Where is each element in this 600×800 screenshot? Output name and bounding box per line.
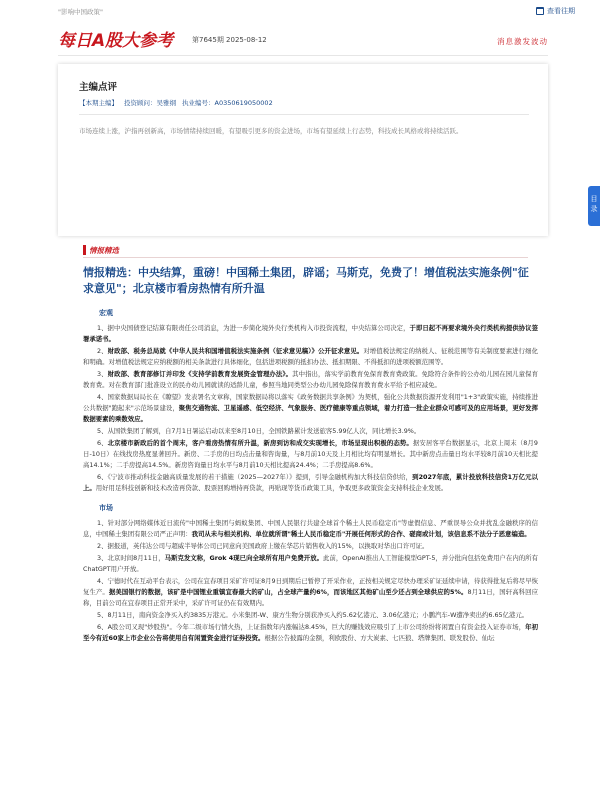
issue-info: 第7645期 2025-08-12 <box>192 36 267 44</box>
logo: 每日A股大参考 <box>58 31 174 51</box>
list-item: 1、针对部分网络媒体近日流传"中国稀土集团与蚂蚁集团、中国人民银行共建全球首个稀土人民币稳定币"等虚假信息、严重误导公众并扰乱金融秩序的信息，中国稀土集团有限公司严正声明：我司从未与相关机构、单位就所谓"稀土人民币稳定币"开展任何形式的合作、磋商或计划，该信息系不法分子恶意编造。 <box>83 519 538 538</box>
macro-list <box>83 323 538 494</box>
list-item: 3、财政部、教育部修订并印发《支持学前教育发展资金管理办法》。其中指出，落实学前教育免保育教育费政策。免除符合条件的公办幼儿园在园儿童保育教育费。对在教育部门批准设立的民办幼儿园就读的适龄儿童，参照当地同类型公办幼儿园免除保育教育费水平给予相应减免。 <box>83 370 538 389</box>
category-macro: 宏观 <box>99 309 113 317</box>
history-label: 查看往期 <box>547 7 575 15</box>
list-item: 6、A股公司又现"炒股热"。今年二级市场行情火热，上证指数年内涨幅达8.45%，巨大的赚钱效应吸引了上市公司纷纷将闲置自有资金投入证券市场，年初至今有近60家上市企业公告将使用自有闲置资金进行证券投资。根据公告披露的金额，利欧股份、方大炭素、七匹狼、塔牌集团、联发股份、仙坛 <box>83 623 538 642</box>
list-item: 3、北京时间8月11日，马斯克发文称，Grok 4现已向全球所有用户免费开放。此前，OpenAI推出人工智能模型GPT-5，并分批向包括免费用户在内的所有ChatGPT用户开放。 <box>83 554 538 573</box>
byline-cert-no: A0350619050002 <box>214 99 273 107</box>
byline-cert-label: 执业编号： <box>182 99 215 107</box>
market-list <box>83 518 538 644</box>
list-item: 4、宁德时代在互动平台表示，公司在宜春项目采矿许可证8月9日到期后已暂停了开采作业，正按相关规定尽快办理采矿证延续申请，待获得批复后将尽早恢复生产。据美国银行的数据，该矿是中国锂业重镇宜春最大的矿山，占全球产量约6%，而该地区其他矿山至少还占到全球供应的5%。8月11日，国轩高科回应称，目前公司在宜春项目正常开采中，采矿许可证仍在有效期内。 <box>83 577 539 607</box>
list-item: 6、北京楼市新政后的首个周末，客户看房热情有所升温，新房到访和成交实现增长，市场呈现出积极的态势。据安居客平台数据显示，北京上周末（8月9日-10日）在线找房热度显著回升。新房、二手房的日均点击量和咨询量，与8月前10天及上月相比均有明显增长。其中新房点击量日均水平较8月前10天相比提高14.1%；二手房提高14.5%。新房咨询量日均水平与8月前10天相比提高24.4%；二手房提高8.6%。 <box>83 439 538 469</box>
list-item: 2、据报道，英伟达公司与超威半导体公司已同意向美国政府上缴在华芯片销售收入的15%，以换取对华出口许可证。 <box>97 542 429 550</box>
table-of-contents-tab[interactable]: 目录 <box>588 186 600 226</box>
editor-byline <box>79 98 279 107</box>
byline-advisor-label: 投资顾问： <box>124 99 157 107</box>
editor-review-title: 主编点评 <box>79 82 118 93</box>
masthead-divider <box>58 55 548 56</box>
intel-section <box>58 242 548 800</box>
list-item: 5、从国铁集团了解到，自7月1日暑运启动以来至8月10日，全国铁路累计发送旅客5.99亿人次，同比增长3.9%。 <box>97 427 421 435</box>
calendar-icon <box>536 7 544 15</box>
byline-source: 【本期主编】 <box>79 99 118 107</box>
list-item: 1、据中央国债登记结算有限责任公司消息，为进一步简化境外央行类机构入市投资流程，中央结算公司决定，于即日起不再要求境外央行类机构提供协议签署承诺书。 <box>83 324 538 343</box>
section-marker-icon <box>83 245 86 255</box>
list-item: 6、《宁波市推动科技金融高质量发展的若干措施（2025—2027年）》提到，引导金融机构加大科技信贷供给，到2027年底，累计投放科技信贷1万亿元以上。用好用足科技创新和技术改造再贷款、股票回购增持再贷款，再贴现等货币政策工具，争取更多政策资金支持科技企业发展。 <box>83 473 538 492</box>
brand-tagline: "影响中国政策" <box>58 8 103 16</box>
list-item: 2、财政部、税务总局就《中华人民共和国增值税法实施条例（征求意见稿）》公开征求意见。对增值税法规定的纳税人、征税范围等有关制度要素进行细化和明确。对增值税法规定应纳税额的相关条款进行具体细化，包括进项税额的抵扣办法、抵扣期限、不得抵扣的进项税额范围等。 <box>83 347 538 366</box>
section-body <box>83 308 538 645</box>
editor-summary: 市场连续上涨，沪指再创新高，市场情绪持续回暖，有望吸引更多的资金进场，市场有望延续上行态势，科技成长风格或将持续活跃。 <box>79 127 463 135</box>
category-market: 市场 <box>99 504 113 512</box>
section-headline: 情报精选：中央结算，重磅！中国稀土集团，辟谣；马斯克，免费了！增值税法实施条例"征求意见"；北京楼市看房热情有所升温 <box>83 266 529 295</box>
section-divider <box>83 257 528 258</box>
editor-divider <box>79 114 529 115</box>
list-item: 5、8月11日，南向资金净买入约3835万港元。小米集团-W、康方生物分别获净买入约5.62亿港元、3.06亿港元；小鹏汽车-W遭净卖出约6.65亿港元。 <box>97 611 529 619</box>
history-link[interactable] <box>536 6 575 16</box>
byline-advisor-name: 吴雅纲 <box>156 99 176 107</box>
top-bar <box>0 0 600 22</box>
section-label: 情报精选 <box>89 245 119 255</box>
masthead <box>58 26 548 54</box>
slogan: 消息激发波动 <box>497 37 548 46</box>
list-item: 4、国家数据局局长在《瞭望》发表署名文章称，国家数据局将以落实《政务数据共享条例》为契机，强化公共数据资源开发利用"1+3"政策实施，持续推进公共数据"跑起来"示范场景建设，聚焦交通物流、卫星遥感、低空经济、气象服务、医疗健康等重点领域，着力打造一批企业群众可感可及的应用场景，更好发挥数据要素的乘数效应。 <box>83 393 538 423</box>
editor-review-card <box>58 64 548 236</box>
section-header <box>83 244 119 256</box>
